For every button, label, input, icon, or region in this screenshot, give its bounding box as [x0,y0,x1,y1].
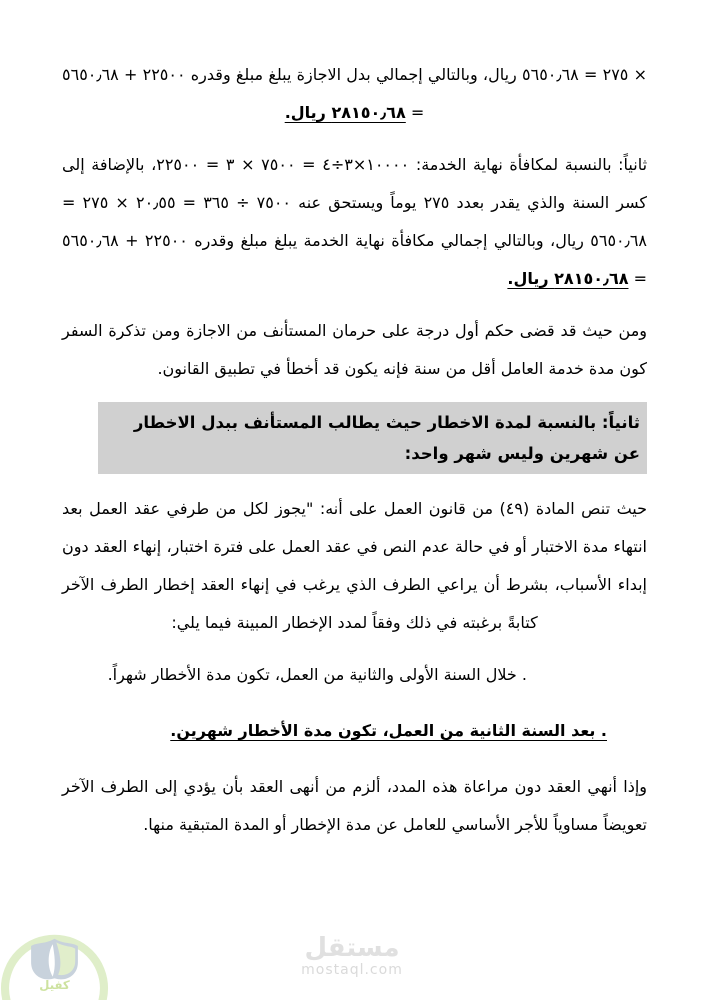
mostaql-watermark [296,934,408,978]
end-of-service-result: ٢٨١٥٠٫٦٨ ريال. [507,269,629,288]
leave-allowance-result: ٢٨١٥٠٫٦٨ ريال. [284,103,406,122]
paragraph-compensation: وإذا أنهي العقد دون مراعاة هذه المدد، ألزم من أنهى العقد بأن يؤدي إلى الطرف الآخر تعويضاً مساوياً للأجر الأساسي للعامل عن مدة الإخطار أو المدة المتبقية منها. [62,777,647,834]
paragraph-end-of-service-bonus [62,146,647,298]
paragraph-leave-allowance-total [62,56,647,132]
leave-allowance-text: × ٢٧٥ = ٥٦٥٠٫٦٨ ريال، وبالتالي إجمالي بدل الاجازة يبلغ مبلغ وقدره ٢٢٥٠٠ + ٥٦٥٠٫٦٨ = [62,65,648,122]
paragraph-court-error: ومن حيث قد قضى حكم أول درجة على حرمان المستأنف من الاجازة ومن تذكرة السفر كون مدة خدمة العامل أقل من سنة فإنه يكون قد أخطأ في تطبيق القانون. [62,321,647,378]
mostaql-watermark-domain: mostaql.com [301,962,403,978]
section-heading-notice-period: ثانياً: بالنسبة لمدة الاخطار حيث يطالب المستأنف ببدل الاخطار عن شهرين وليس شهر واحد: [98,402,647,474]
kafeel-logo [0,928,124,1000]
mostaql-watermark-title: مستقل [304,933,400,963]
kafeel-logo-label: كفيل [39,978,70,993]
end-of-service-text: ثانياً: بالنسبة لمكافأة نهاية الخدمة: ١٠٠٠٠×٣÷٤ = ٧٥٠٠ × ٣ = ٢٢٥٠٠، بالإضافة إلى كسر السنة والذي يقدر بعدد ٢٧٥ يوماً ويستحق عنه ٧٥٠٠ ÷ ٣٦٥ = ٢٠٫٥٥ × ٢٧٥ = ٥٦٥٠٫٦٨ ريال، وبالتالي إجمالي مكافأة نهاية الخدمة يبلغ مبلغ وقدره ٢٢٥٠٠ + ٥٦٥٠٫٦٨ = [62,155,648,288]
notice-rule-first-years: . خلال السنة الأولى والثانية من العمل، تكون مدة الأخطار شهراً. [107,665,527,684]
paragraph-article-49: حيث تنص المادة (٤٩) من قانون العمل على أنه: "يجوز لكل من طرفي عقد العمل بعد انتهاء مدة الاختبار أو في حالة عدم النص في عقد العمل على فترة اختبار، إنهاء العقد دون إبداء الأسباب، بشرط أن يراعي الطرف الذي يرغب في إنهاء العقد إخطار الطرف الآخر كتابةً برغبته في ذلك وفقاً لمدد الإخطار المبينة فيما يلي: [62,499,647,632]
notice-rule-after-second-year: . بعد السنة الثانية من العمل، تكون مدة الأخطار شهرين. [170,721,607,740]
kafeel-shield-leaf-icon [0,928,124,1000]
